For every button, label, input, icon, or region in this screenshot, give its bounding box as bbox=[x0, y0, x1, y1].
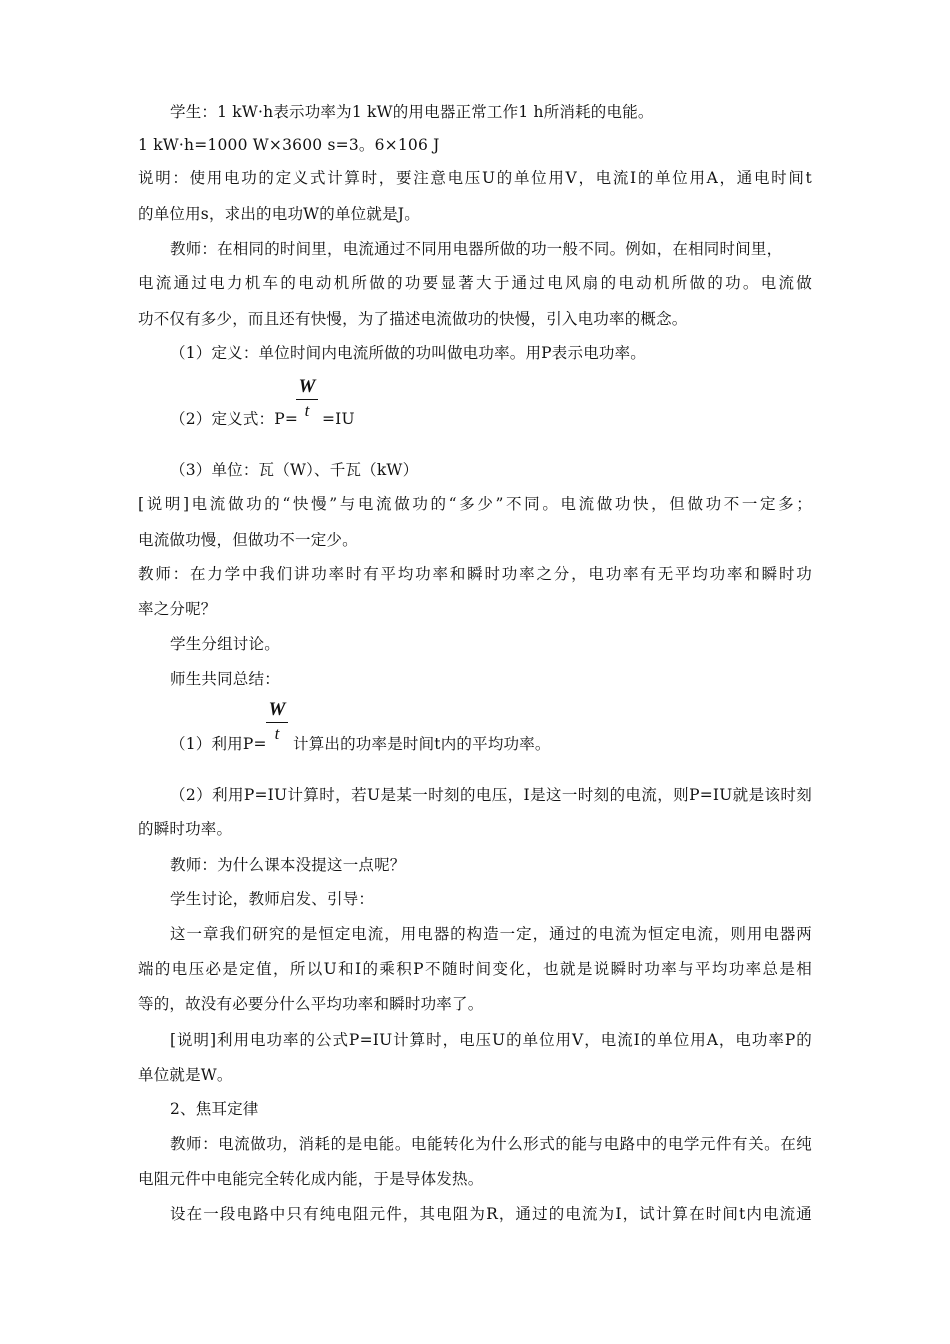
section-heading: 2、焦耳定律 bbox=[170, 1100, 259, 1118]
text-line: 学生讨论，教师启发、引导： bbox=[170, 890, 375, 908]
text-line: 的瞬时功率。 bbox=[138, 820, 233, 838]
text-line: 单位就是W。 bbox=[138, 1066, 233, 1084]
text-line: 电流通过电力机车的电动机所做的功要显著大于通过电风扇的电动机所做的功。电流做 bbox=[138, 274, 812, 292]
text-line: 教师：在力学中我们讲功率时有平均功率和瞬时功率之分，电功率有无平均功率和瞬时功 bbox=[138, 565, 812, 583]
text-line: 功不仅有多少，而且还有快慢，为了描述电流做功的快慢，引入电功率的概念。 bbox=[138, 310, 688, 328]
text-line: 这一章我们研究的是恒定电流，用电器的构造一定，通过的电流为恒定电流，则用电器两 bbox=[170, 925, 812, 943]
formula-fraction bbox=[266, 699, 288, 743]
text-line: 教师：在相同的时间里，电流通过不同用电器所做的功一般不同。例如，在相同时间里， bbox=[170, 240, 783, 258]
fraction-bar bbox=[296, 399, 318, 400]
text-line: 率之分呢？ bbox=[138, 600, 217, 618]
text-line: （1）定义：单位时间内电流所做的功叫做电功率。用P表示电功率。 bbox=[170, 344, 646, 362]
text-line: [说明]利用电功率的公式P=IU计算时，电压U的单位用V，电流I的单位用A，电功率P的 bbox=[170, 1031, 812, 1049]
text-line: 等的，故没有必要分什么平均功率和瞬时功率了。 bbox=[138, 995, 484, 1013]
text-line: 教师：为什么课本没提这一点呢？ bbox=[170, 856, 406, 874]
text-line: （2）定义式：P= bbox=[170, 410, 299, 428]
text-line: 说明：使用电功的定义式计算时，要注意电压U的单位用V，电流I的单位用A，通电时间t bbox=[138, 169, 812, 187]
text-line: [说明]电流做功的“快慢”与电流做功的“多少”不同。电流做功快，但做功不一定多； bbox=[138, 495, 812, 513]
text-line: 学生分组讨论。 bbox=[170, 635, 280, 653]
text-line: 的单位用s，求出的电功W的单位就是J。 bbox=[138, 205, 420, 223]
formula-denominator: t bbox=[274, 724, 280, 743]
text-line: 端的电压必是定值，所以U和I的乘积P不随时间变化，也就是说瞬时功率与平均功率总是相 bbox=[138, 960, 812, 978]
text-line: 师生共同总结： bbox=[170, 670, 280, 688]
text-line: （3）单位：瓦（W）、千瓦（kW） bbox=[170, 461, 419, 479]
text-line: 电流做功慢，但做功不一定少。 bbox=[138, 531, 358, 549]
formula-denominator: t bbox=[304, 401, 310, 420]
text-line: 教师：电流做功，消耗的是电能。电能转化为什么形式的能与电路中的电学元件有关。在纯 bbox=[170, 1135, 812, 1153]
formula-fraction bbox=[296, 376, 318, 420]
text-line: 电阻元件中电能完全转化成内能，于是导体发热。 bbox=[138, 1170, 484, 1188]
text-line: 学生：1 kW·h表示功率为1 kW的用电器正常工作1 h所消耗的电能。 bbox=[170, 103, 654, 121]
text-line: 1 kW·h=1000 W×3600 s=3。6×106 J bbox=[138, 136, 440, 154]
fraction-bar bbox=[266, 722, 288, 723]
formula-numerator: W bbox=[268, 699, 286, 720]
formula-numerator: W bbox=[298, 376, 316, 397]
text-line: 设在一段电路中只有纯电阻元件，其电阻为R，通过的电流为I，试计算在时间t内电流通 bbox=[170, 1205, 812, 1223]
text-line: 计算出的功率是时间t内的平均功率。 bbox=[293, 735, 551, 753]
text-line: （1）利用P= bbox=[170, 735, 267, 753]
text-line: （2）利用P=IU计算时，若U是某一时刻的电压，I是这一时刻的电流，则P=IU就是该时刻 bbox=[170, 786, 812, 804]
text-line: =IU bbox=[322, 410, 355, 428]
